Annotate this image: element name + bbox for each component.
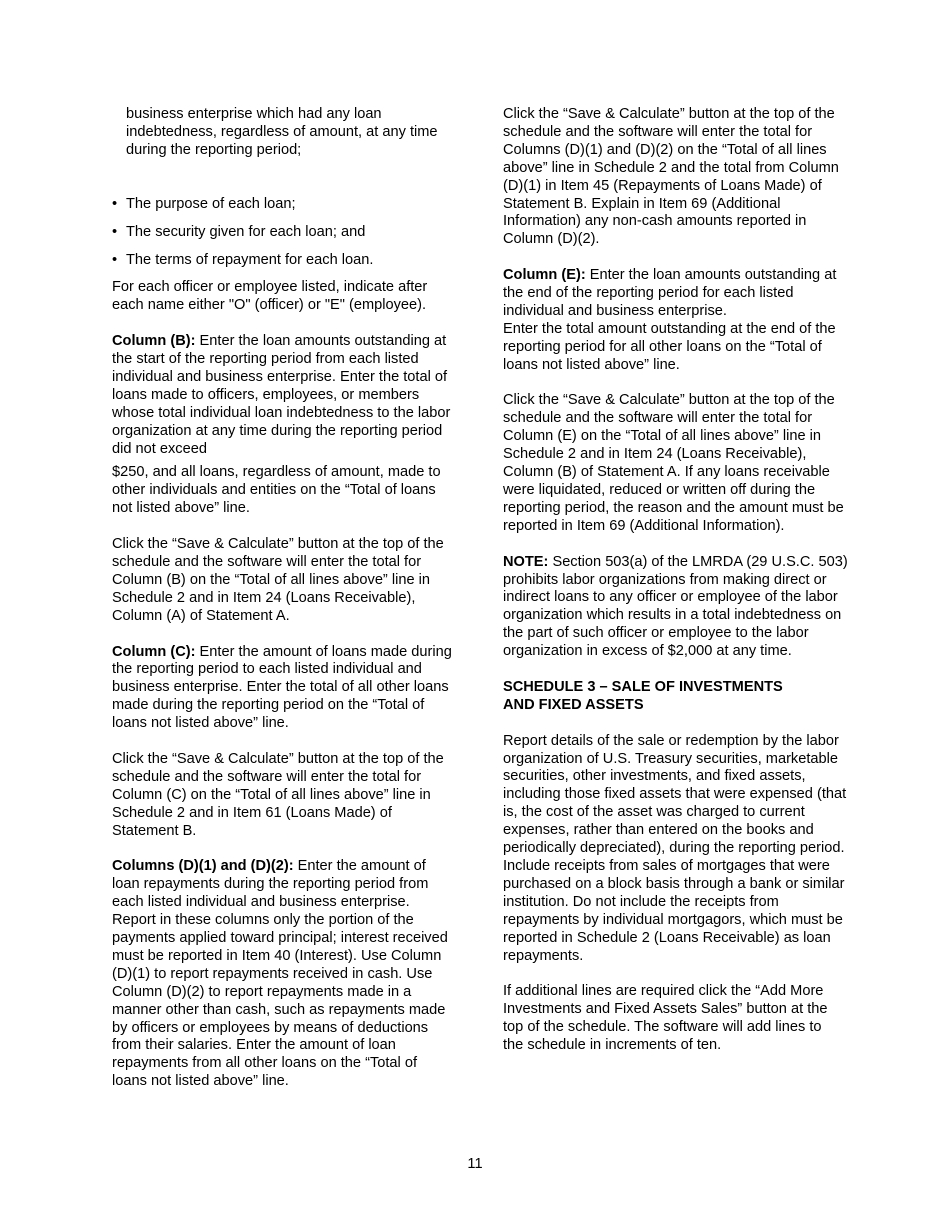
- bullet-icon: •: [112, 195, 118, 212]
- list-item: [112, 196, 452, 214]
- list-item: [112, 252, 452, 270]
- list-item: [112, 224, 452, 242]
- column-e-paragraph: [503, 267, 848, 321]
- column-d-paragraph: [112, 858, 452, 1091]
- column-c-paragraph: [112, 644, 452, 734]
- right-column: [503, 106, 848, 1055]
- schedule-3-text: Report details of the sale or redemption by the labor organization of U.S. Treasury securities, marketable securities, other investments, and fixed assets, including those fixed assets that were expensed (that is, the cost of the asset was charged to current expenses, rather than entered on the books and periodically depreciated), during the reporting period. Include receipts from sales of mortgages that were purchased on a block basis through a bank or similar institution. Do not include the receipts from repayments by individual mortgagors, which must be reported in Schedule 2 (Loans Receivable) as loan repayments.: [503, 732, 847, 964]
- column-e-text-continued: Enter the total amount outstanding at the end of the reporting period for all other loans on the “Total of loans not listed above” line.: [503, 320, 836, 373]
- column-b-text-continued: $250, and all loans, regardless of amount, made to other individuals and entities on the “Total of loans not listed above” line.: [112, 464, 441, 517]
- add-lines-text: If additional lines are required click the “Add More Investments and Fixed Assets Sales” button at the top of the schedule. The software will add lines to the schedule in increments of ten.: [503, 983, 828, 1054]
- left-column: [112, 106, 452, 1091]
- column-e-calc-text: Click the “Save & Calculate” button at the top of the schedule and the software will enter the total for Column (E) on the “Total of all lines above” line in Schedule 2 and in Item 24 (Loans Receivable), Column (B) of Statement A. If any loans receivable were liquidated, reduced or written off during the reporting period, the reason and the amount must be reported in Item 69 (Additional Information).: [503, 392, 844, 534]
- bullet-text: The terms of repayment for each loan.: [126, 251, 374, 268]
- note-label: NOTE:: [503, 553, 549, 570]
- column-e-text: Enter the loan amounts outstanding at the end of the reporting period for each listed individual and business enterprise.: [503, 267, 837, 319]
- note-text: Section 503(a) of the LMRDA (29 U.S.C. 503) prohibits labor organizations from making direct or indirect loans to any officer or employee of the labor organization which results in a total indebtedness on the part of such officer or employee to the labor organization in excess of $2,000 at any time.: [503, 553, 848, 660]
- bullet-text: The purpose of each loan;: [126, 195, 296, 212]
- column-d-calc-text: Click the “Save & Calculate” button at the top of the schedule and the software will enter the total for Columns (D)(1) and (D)(2) on the “Total of all lines above” line in Schedule 2 and the total from Column (D)(1) in Item 45 (Repayments of Loans Made) of Statement B. Explain in Item 69 (Additional Information) any non-cash amounts reported in Column (D)(2).: [503, 106, 839, 248]
- intro-text: business enterprise which had any loan indebtedness, regardless of amount, at any time during the reporting period;: [126, 106, 438, 158]
- page-number: 11: [467, 1156, 483, 1172]
- column-b-calc-text: Click the “Save & Calculate” button at the top of the schedule and the software will enter the total for Column (B) on the “Total of all lines above” line in Schedule 2 and in Item 24 (Loans Receivable), Column (A) of Statement A.: [112, 536, 444, 624]
- schedule-3-heading: SCHEDULE 3 – SALE OF INVESTMENTS AND FIXED ASSETS: [503, 678, 783, 713]
- column-c-label: Column (C):: [112, 643, 196, 660]
- bullet-icon: •: [112, 251, 118, 268]
- bullet-text: The security given for each loan; and: [126, 223, 366, 240]
- column-c-text: Enter the amount of loans made during the reporting period to each listed individual and business enterprise. Enter the total of all other loans made during the reporting period on the “Total of loans not listed above” line.: [112, 643, 452, 732]
- column-d-text: Enter the amount of loan repayments during the reporting period from each listed individual and business enterprise. Report in these columns only the portion of the payments applied toward principal; interest received must be reported in Item 40 (Interest). Use Column (D)(1) to report repayments received in cash. Use Column (D)(2) to report repayments made in a manner other than cash, such as repayments made by officers or employees by means of deductions from their salaries. Enter the amount of loan repayments from all other loans on the “Total of loans not listed above” line.: [112, 858, 448, 1090]
- column-b-text: Enter the loan amounts outstanding at the start of the reporting period from each listed individual and business enterprise. Enter the total of loans made to officers, employees, or members whose total individual loan indebtedness to the labor organization at any time during the reporting period did not exceed: [112, 333, 451, 457]
- column-d-label: Columns (D)(1) and (D)(2):: [112, 858, 294, 875]
- bullet-icon: •: [112, 223, 118, 240]
- column-e-label: Column (E):: [503, 267, 586, 284]
- column-c-calc-text: Click the “Save & Calculate” button at the top of the schedule and the software will enter the total for Column (C) on the “Total of all lines above” line in Schedule 2 and in Item 61 (Loans Made) of Statement B.: [112, 750, 444, 839]
- officer-note: For each officer or employee listed, indicate after each name either "O" (officer) or "E" (employee).: [112, 279, 428, 314]
- column-b-label: Column (B):: [112, 333, 196, 350]
- note-paragraph: [503, 554, 848, 661]
- column-b-paragraph: [112, 333, 452, 458]
